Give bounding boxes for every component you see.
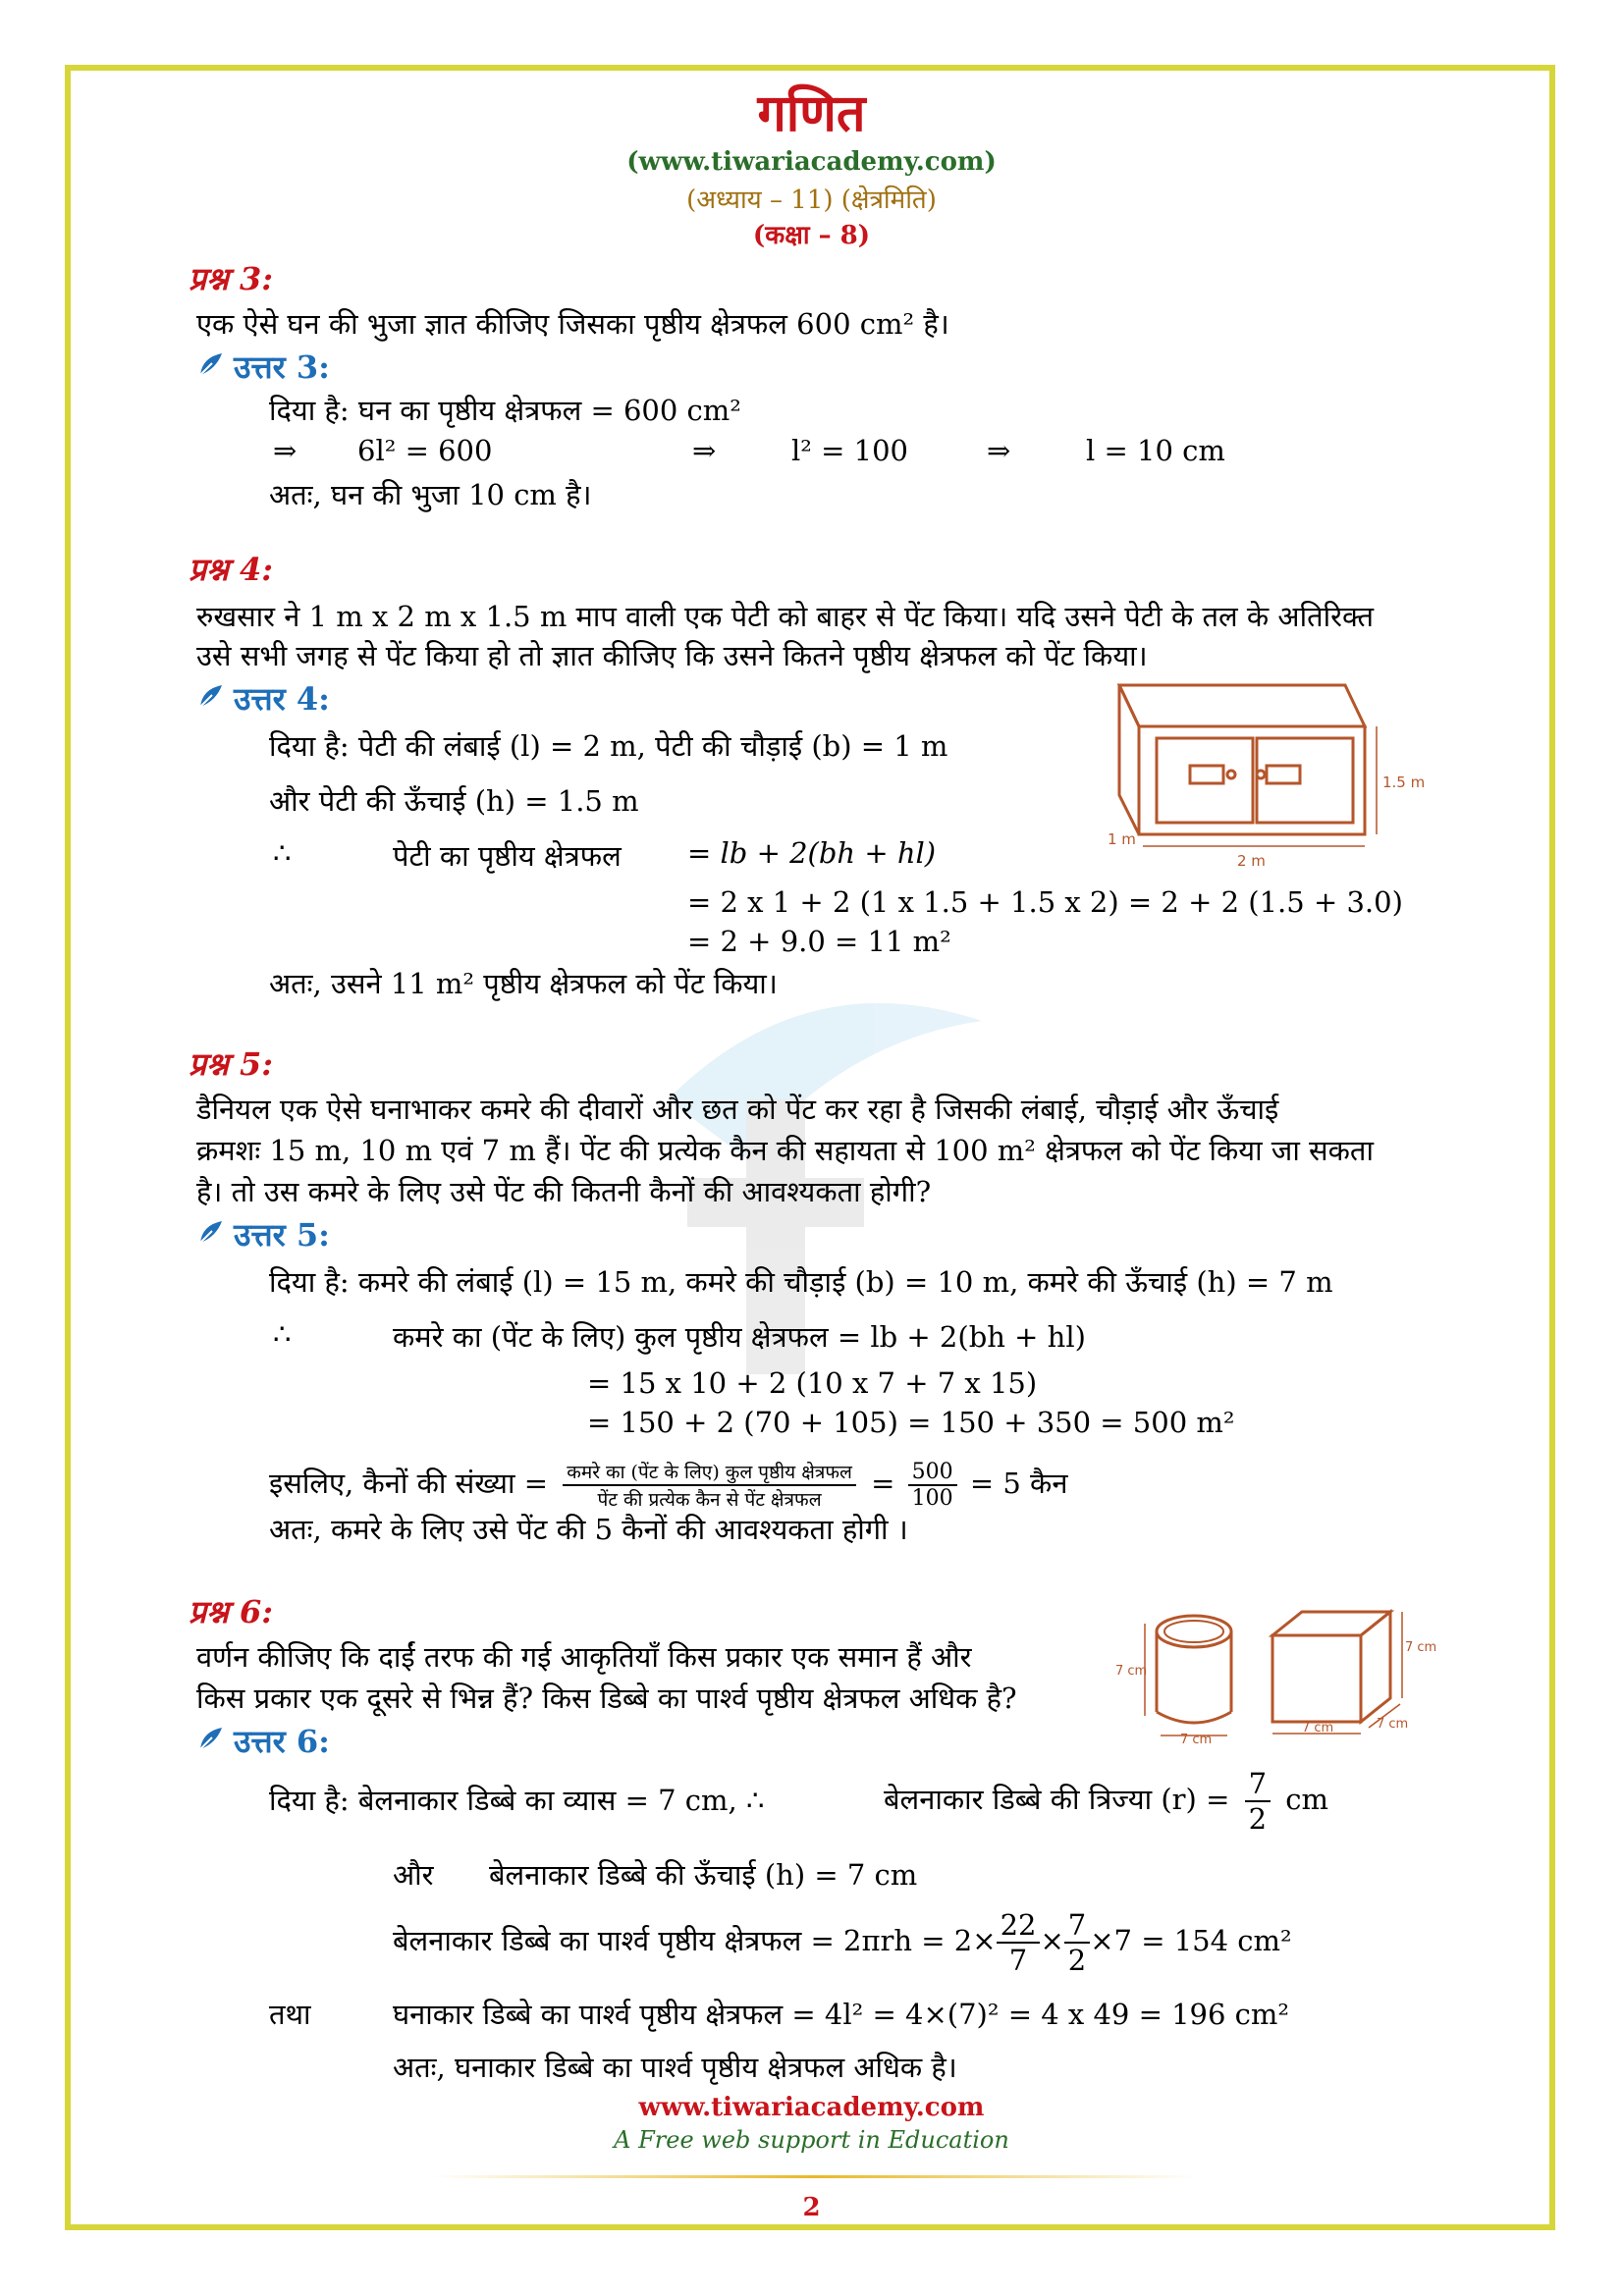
quill-icon bbox=[196, 1217, 226, 1247]
cans-label: इसलिए, कैनों की संख्या = bbox=[269, 1467, 549, 1500]
question-3-label: प्रश्न 3: bbox=[189, 260, 274, 297]
answer-4-label: उत्तर 4: bbox=[234, 680, 330, 718]
quill-icon bbox=[196, 681, 226, 711]
question-5-line1: डैनियल एक ऐसे घनाभाकर कमरे की दीवारों और छत को पेंट कर रहा है जिसकी लंबाई, चौड़ाई और ऊँचाई bbox=[196, 1093, 1279, 1126]
page-number: 2 bbox=[802, 2193, 821, 2222]
cupboard-length-label: 2 m bbox=[1237, 852, 1266, 870]
answer-5-sa-label: कमरे का (पेंट के लिए) कुल पृष्ठीय क्षेत्रफल = lb + 2(bh + hl) bbox=[393, 1320, 1086, 1354]
answer-5-conclusion: अतः, कमरे के लिए उसे पेंट की 5 कैनों की आवश्यकता होगी । bbox=[269, 1513, 908, 1546]
times-sign: × bbox=[1040, 1924, 1064, 1957]
question-5-label: प्रश्न 5: bbox=[189, 1045, 274, 1083]
answer-4-given1: दिया है: पेटी की लंबाई (l) = 2 m, पेटी की चौड़ाई (b) = 1 m bbox=[269, 729, 948, 763]
answer-3-step1: 6l² = 600 bbox=[357, 434, 493, 467]
answer-5-calc2: = 150 + 2 (70 + 105) = 150 + 350 = 500 m² bbox=[587, 1406, 1235, 1439]
answer-5-given: दिया है: कमरे की लंबाई (l) = 15 m, कमरे की चौड़ाई (b) = 10 m, कमरे की ऊँचाई (h) = 7 m bbox=[269, 1265, 1333, 1299]
page-title: गणित bbox=[757, 83, 866, 143]
cans-result: = 5 कैन bbox=[969, 1467, 1068, 1500]
cans-fraction bbox=[563, 1459, 856, 1512]
answer-4-calc1: = 2 x 1 + 2 (1 x 1.5 + 1.5 x 2) = 2 + 2 (1.5 + 3.0) bbox=[687, 885, 1403, 919]
cupboard-figure bbox=[1100, 677, 1424, 874]
cylinder-fraction-1 bbox=[997, 1908, 1041, 1977]
radius-denominator: 2 bbox=[1248, 1802, 1268, 1836]
cylinder-cube-figure bbox=[1115, 1606, 1437, 1747]
answer-6-given1: दिया है: बेलनाकार डिब्बे का व्यास = 7 cm, ∴ bbox=[269, 1784, 765, 1817]
cube-depth-label: 7 cm bbox=[1377, 1717, 1409, 1732]
cans-value-numerator: 500 bbox=[908, 1460, 957, 1486]
question-6-line2: किस प्रकार एक दूसरे से भिन्न हैं? किस डिब्बे का पार्श्व पृष्ठीय क्षेत्रफल अधिक है? bbox=[196, 1682, 1017, 1715]
therefore-symbol: ∴ bbox=[273, 1317, 292, 1351]
question-6-line1: वर्णन कीजिए कि दाईं तरफ की गई आकृतियाँ किस प्रकार एक समान हैं और bbox=[196, 1640, 972, 1674]
cube-length-label: 7 cm bbox=[1302, 1721, 1334, 1735]
answer-4-calc2: = 2 + 9.0 = 11 m² bbox=[687, 925, 951, 958]
header-website[interactable]: (www.tiwariacademy.com) bbox=[626, 147, 997, 177]
cylinder-result: ×7 = 154 cm² bbox=[1090, 1924, 1292, 1957]
question-4-line2: उसे सभी जगह से पेंट किया हो तो ज्ञात कीजिए कि उसने कितने पृष्ठीय क्षेत्रफल को पेंट किया। bbox=[196, 639, 1148, 672]
arrow-2: ⇒ bbox=[692, 434, 717, 467]
answer-5-calc1: = 15 x 10 + 2 (10 x 7 + 7 x 15) bbox=[587, 1366, 1038, 1400]
cylinder-diameter-label: 7 cm bbox=[1180, 1733, 1213, 1747]
therefore-symbol: ∴ bbox=[273, 836, 292, 870]
question-5-line3: है। तो उस कमरे के लिए उसे पेंट की कितनी कैनों की आवश्यकता होगी? bbox=[196, 1175, 932, 1208]
question-4-label: प्रश्न 4: bbox=[189, 551, 274, 588]
class-label: (कक्षा – 8) bbox=[752, 221, 871, 250]
cylinder-height-label: 7 cm bbox=[1115, 1664, 1148, 1679]
cans-fraction-numerator: कमरे का (पेंट के लिए) कुल पृष्ठीय क्षेत्रफल bbox=[563, 1459, 856, 1486]
answer-6-cylinder bbox=[393, 1908, 1292, 1977]
cans-value-fraction bbox=[908, 1460, 957, 1511]
chapter-label: (अध्याय – 11) (क्षेत्रमिति) bbox=[686, 186, 937, 215]
radius-unit: cm bbox=[1285, 1783, 1329, 1816]
answer-4-formula: = lb + 2(bh + hl) bbox=[687, 836, 937, 870]
question-6-label: प्रश्न 6: bbox=[189, 1593, 274, 1630]
cylinder-fraction-1-num: 22 bbox=[997, 1908, 1041, 1944]
cylinder-fraction-1-den: 7 bbox=[1008, 1944, 1028, 1977]
cans-value-denominator: 100 bbox=[911, 1486, 953, 1511]
cylinder-fraction-2-den: 2 bbox=[1067, 1944, 1087, 1977]
answer-6-label: उत्तर 6: bbox=[234, 1723, 330, 1760]
and-label: और bbox=[393, 1858, 434, 1892]
footer-divider bbox=[432, 2175, 1198, 2178]
question-3-text: एक ऐसे घन की भुजा ज्ञात कीजिए जिसका पृष्ठीय क्षेत्रफल 600 cm² है। bbox=[196, 307, 949, 341]
tatha-label: तथा bbox=[269, 1998, 311, 2031]
question-4-line1: रुखसार ने 1 m x 2 m x 1.5 m माप वाली एक पेटी को बाहर से पेंट किया। यदि उसने पेटी के तल के अतिरिक्त bbox=[196, 600, 1375, 633]
answer-3-conclusion: अतः, घन की भुजा 10 cm है। bbox=[269, 478, 592, 511]
arrow-3: ⇒ bbox=[987, 434, 1011, 467]
arrow-1: ⇒ bbox=[273, 434, 298, 467]
answer-5-label: उत्तर 5: bbox=[234, 1216, 330, 1254]
answer-3-given: दिया है: घन का पृष्ठीय क्षेत्रफल = 600 cm² bbox=[269, 394, 741, 427]
quill-icon bbox=[196, 1724, 226, 1753]
answer-5-cans bbox=[269, 1459, 1067, 1512]
answer-6-conclusion: अतः, घनाकार डिब्बे का पार्श्व पृष्ठीय क्षेत्रफल अधिक है। bbox=[393, 2051, 957, 2084]
equals-sign: = bbox=[871, 1467, 895, 1500]
answer-4-sa-label: पेटी का पृष्ठीय क्षेत्रफल bbox=[393, 839, 622, 873]
cube-height-label: 7 cm bbox=[1405, 1640, 1437, 1655]
radius-label: बेलनाकार डिब्बे की त्रिज्या (r) = bbox=[884, 1783, 1230, 1816]
answer-6-radius bbox=[884, 1767, 1328, 1836]
answer-3-step3: l = 10 cm bbox=[1086, 434, 1225, 467]
cylinder-fraction-2-num: 7 bbox=[1064, 1908, 1090, 1944]
answer-3-step2: l² = 100 bbox=[791, 434, 908, 467]
radius-numerator: 7 bbox=[1245, 1767, 1271, 1802]
answer-6-cube: घनाकार डिब्बे का पार्श्व पृष्ठीय क्षेत्रफल = 4l² = 4×(7)² = 4 x 49 = 196 cm² bbox=[393, 1998, 1290, 2031]
answer-4-given2: और पेटी की ऊँचाई (h) = 1.5 m bbox=[269, 784, 639, 818]
quill-icon bbox=[196, 349, 226, 379]
cupboard-height-label: 1.5 m bbox=[1382, 774, 1426, 791]
answer-4-conclusion: अतः, उसने 11 m² पृष्ठीय क्षेत्रफल को पेंट किया। bbox=[269, 967, 778, 1000]
cylinder-formula: बेलनाकार डिब्बे का पार्श्व पृष्ठीय क्षेत्रफल = 2πrh = 2× bbox=[393, 1924, 997, 1957]
question-5-line2: क्रमशः 15 m, 10 m एवं 7 m हैं। पेंट की प्रत्येक कैन की सहायता से 100 m² क्षेत्रफल को पेंट किया जा सकता bbox=[196, 1134, 1374, 1167]
answer-3-label: उत्तर 3: bbox=[234, 348, 330, 386]
cans-fraction-denominator: पेंट की प्रत्येक कैन से पेंट क्षेत्रफल bbox=[597, 1489, 822, 1511]
cylinder-fraction-2 bbox=[1064, 1908, 1090, 1977]
footer-website[interactable]: www.tiwariacademy.com bbox=[638, 2093, 985, 2122]
footer-tagline: A Free web support in Education bbox=[614, 2126, 1009, 2154]
radius-fraction bbox=[1245, 1767, 1271, 1836]
cupboard-width-label: 1 m bbox=[1108, 830, 1136, 848]
answer-6-height: बेलनाकार डिब्बे की ऊँचाई (h) = 7 cm bbox=[489, 1858, 918, 1892]
